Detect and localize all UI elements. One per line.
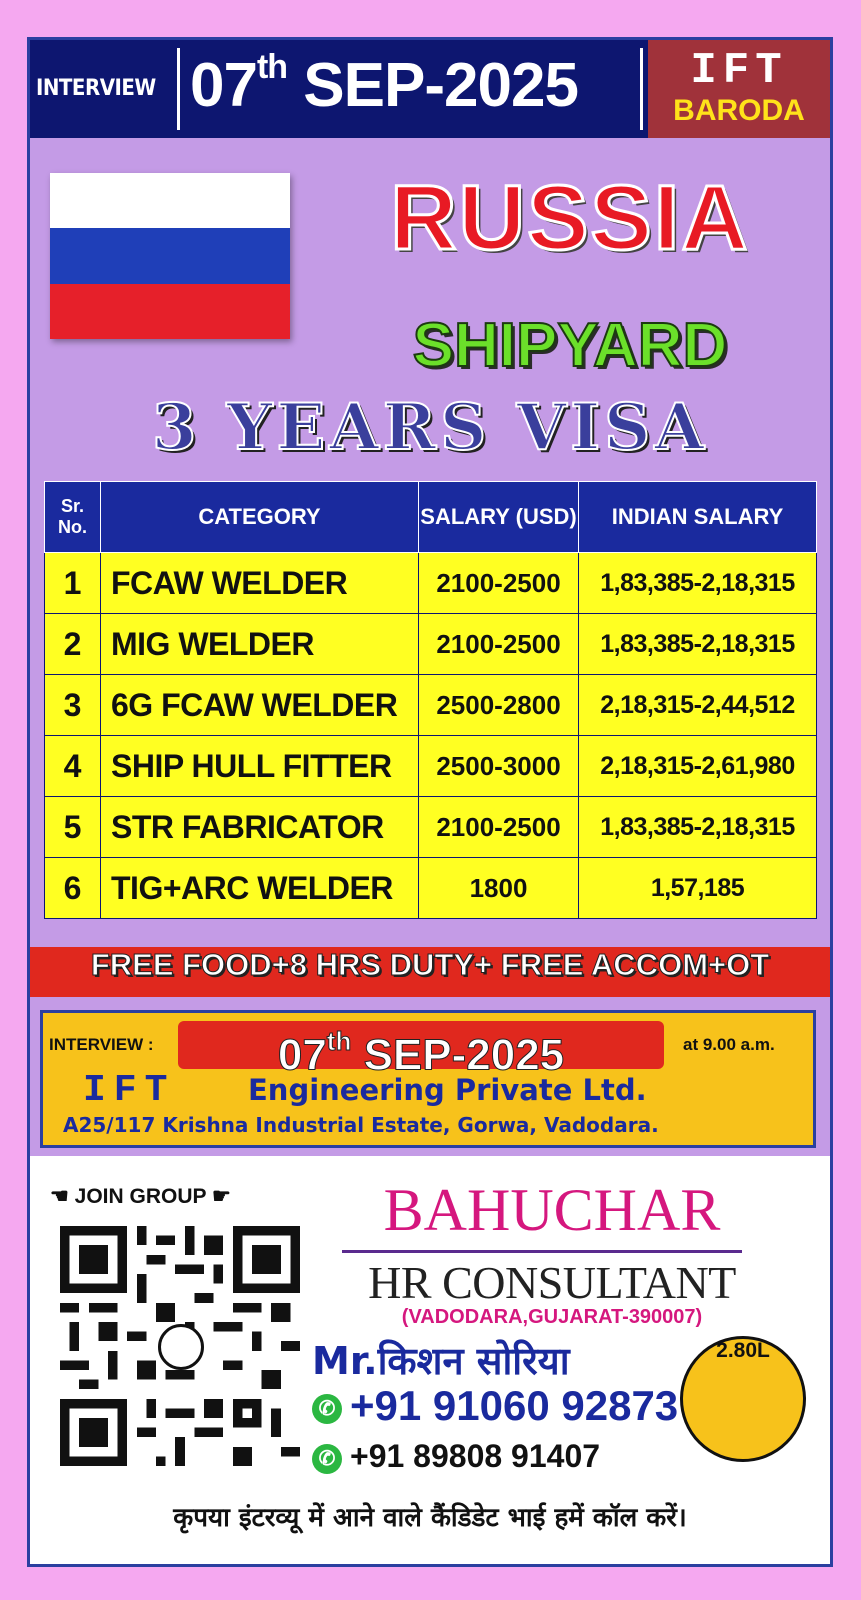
- russia-flag-icon: [50, 173, 290, 339]
- header-date-rest: SEP-2025: [303, 51, 578, 120]
- salary-table: [44, 481, 817, 919]
- row-category: FCAW WELDER: [101, 553, 419, 614]
- row-category: SHIP HULL FITTER: [101, 736, 419, 797]
- row-salary-inr: 2,18,315-2,44,512: [579, 675, 817, 736]
- table-row: [45, 553, 817, 614]
- row-salary-usd: 1800: [419, 858, 579, 919]
- consultant-underline: [342, 1250, 742, 1253]
- header-divider: [177, 48, 180, 130]
- row-salary-usd: 2500-2800: [419, 675, 579, 736]
- row-salary-inr: 1,57,185: [579, 858, 817, 919]
- benefits-banner: FREE FOOD+8 HRS DUTY+ FREE ACCOM+OT: [30, 947, 830, 997]
- row-salary-usd: 2100-2500: [419, 797, 579, 858]
- poster-frame: [27, 37, 833, 1567]
- table-row: [45, 675, 817, 736]
- row-salary-inr: 1,83,385-2,18,315: [579, 797, 817, 858]
- header-date-suffix: th: [256, 48, 288, 87]
- row-category: STR FABRICATOR: [101, 797, 419, 858]
- row-sr: 4: [45, 736, 101, 797]
- interview-label: INTERVIEW :: [49, 1035, 154, 1054]
- table-row: [45, 797, 817, 858]
- table-row: [45, 858, 817, 919]
- flag-stripe-red: [50, 284, 290, 339]
- call-request-note: कृपया इंटरव्यू में आने वाले कैंडिडेट भाई हमें कॉल करें।: [173, 1503, 687, 1533]
- salary-badge: 2.80L: [680, 1336, 806, 1462]
- row-salary-usd: 2100-2500: [419, 614, 579, 675]
- company-name: Engineering Private Ltd.: [248, 1073, 647, 1107]
- row-sr: 1: [45, 553, 101, 614]
- consultant-location: (VADODARA,GUJARAT-390007): [401, 1306, 703, 1328]
- visa-title: 3 YEARS VISA: [151, 390, 709, 465]
- consultant-type: HR CONSULTANT: [368, 1257, 736, 1308]
- table-row: [45, 736, 817, 797]
- header-divider: [640, 48, 643, 130]
- company-logo: IFT: [83, 1069, 176, 1112]
- row-sr: 5: [45, 797, 101, 858]
- contact-section: [30, 1156, 830, 1564]
- row-category: MIG WELDER: [101, 614, 419, 675]
- whatsapp-icon: ✆: [312, 1394, 342, 1424]
- header-salary-usd: SALARY (USD): [419, 482, 579, 553]
- join-group-text: JOIN GROUP: [74, 1185, 207, 1208]
- join-group-label: [50, 1184, 231, 1209]
- row-sr: 3: [45, 675, 101, 736]
- flag-stripe-blue: [50, 228, 290, 283]
- pointing-hand-icon: ☛: [212, 1185, 231, 1208]
- header-bar: [30, 40, 830, 138]
- header-category: CATEGORY: [101, 482, 419, 553]
- row-salary-usd: 2100-2500: [419, 553, 579, 614]
- header-interview-label: INTERVIEW: [36, 76, 156, 101]
- header-indian-salary: INDIAN SALARY: [579, 482, 817, 553]
- phone-primary-number: +91 91060 92873: [350, 1382, 679, 1429]
- phone-secondary-number: +91 89808 91407: [350, 1438, 601, 1474]
- phone-secondary[interactable]: [312, 1438, 600, 1475]
- interview-time: at 9.00 a.m.: [683, 1035, 775, 1054]
- interview-date: [178, 1021, 664, 1080]
- whatsapp-icon: ✆: [312, 1444, 342, 1474]
- header-brand-box: [648, 40, 830, 138]
- interview-date-rest: SEP-2025: [363, 1030, 565, 1080]
- header-date-day: 07: [190, 51, 257, 120]
- whatsapp-icon: [158, 1324, 204, 1370]
- row-salary-usd: 2500-3000: [419, 736, 579, 797]
- company-address: A25/117 Krishna Industrial Estate, Gorwa, Vadodara.: [63, 1113, 659, 1137]
- phone-primary[interactable]: [312, 1382, 678, 1430]
- header-date: [190, 50, 578, 121]
- row-salary-inr: 1,83,385-2,18,315: [579, 553, 817, 614]
- sector-title: SHIPYARD: [412, 311, 728, 380]
- row-sr: 6: [45, 858, 101, 919]
- flag-stripe-white: [50, 173, 290, 228]
- interview-box: [40, 1010, 816, 1148]
- contact-person: Mr.किशन सोरिया: [312, 1339, 570, 1383]
- row-salary-inr: 1,83,385-2,18,315: [579, 614, 817, 675]
- interview-date-day: 07: [277, 1030, 327, 1080]
- header-brand-logo: IFT: [690, 46, 788, 96]
- country-title: RUSSIA: [390, 167, 750, 269]
- table-header-row: [45, 482, 817, 553]
- consultant-name: BAHUCHAR: [383, 1177, 721, 1243]
- header-city: BARODA: [673, 94, 805, 127]
- row-category: TIG+ARC WELDER: [101, 858, 419, 919]
- row-sr: 2: [45, 614, 101, 675]
- row-salary-inr: 2,18,315-2,61,980: [579, 736, 817, 797]
- header-sr-no: Sr. No.: [45, 482, 101, 553]
- pointing-hand-icon: ☚: [50, 1185, 69, 1208]
- table-row: [45, 614, 817, 675]
- interview-date-suffix: th: [326, 1026, 352, 1056]
- row-category: 6G FCAW WELDER: [101, 675, 419, 736]
